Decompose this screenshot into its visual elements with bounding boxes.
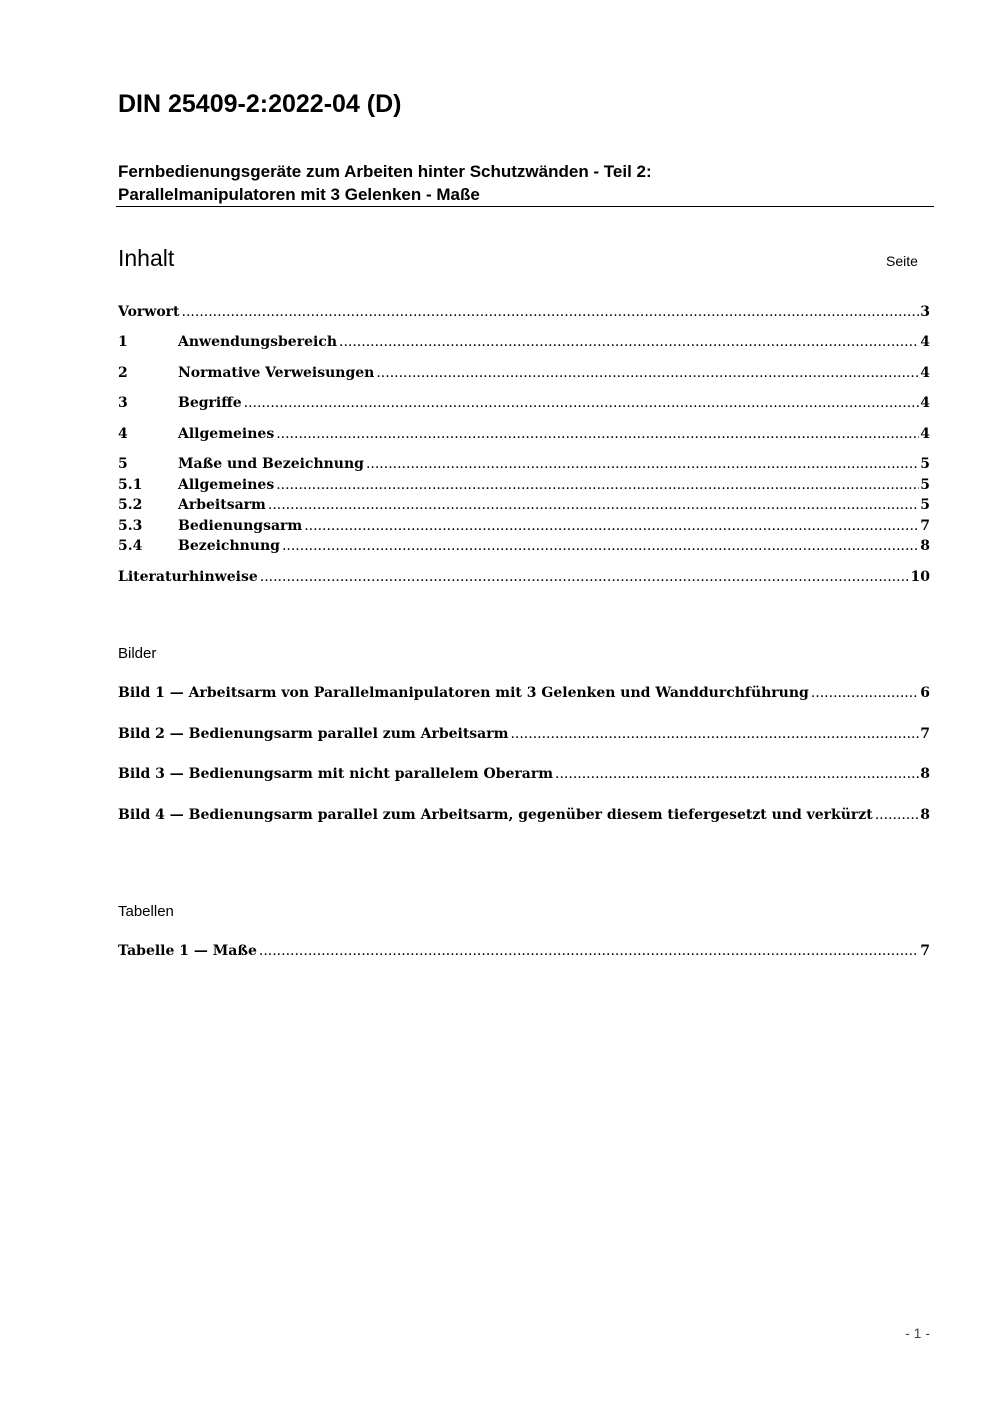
toc-leader <box>276 425 919 444</box>
toc-entry-text: Arbeitsarm <box>178 497 266 513</box>
document-title: DIN 25409-2:2022-04 (D) <box>118 90 402 118</box>
toc-entry-text: Allgemeines <box>178 477 275 493</box>
toc-entry-text: Normative Verweisungen <box>178 365 375 381</box>
toc-leader <box>555 765 919 784</box>
subtitle-line-2: Parallelmanipulatoren mit 3 Gelenken - Maße <box>118 185 480 204</box>
toc-entry-3[interactable] <box>118 394 930 413</box>
toc-entry-page: 5 <box>920 497 930 513</box>
toc-leader <box>276 476 919 495</box>
figure-entry-4[interactable] <box>118 806 930 825</box>
table-entry-page: 7 <box>920 943 930 959</box>
toc-entry-5-4[interactable] <box>118 537 930 556</box>
toc-entry-page: 4 <box>920 395 930 411</box>
toc-entry-text: Bezeichnung <box>178 538 280 554</box>
toc-entry-1[interactable] <box>118 333 930 352</box>
toc-entry-number: 5.3 <box>118 518 143 534</box>
tables-heading: Tabellen <box>118 903 174 920</box>
toc-leader <box>376 364 919 383</box>
toc-heading: Inhalt <box>118 245 175 271</box>
toc-leader <box>366 455 919 474</box>
toc-entry-page: 5 <box>920 456 930 472</box>
figure-entry-2[interactable] <box>118 725 930 744</box>
toc-leader <box>244 394 920 413</box>
toc-page-label: Seite <box>886 253 918 269</box>
figure-entry-page: 7 <box>920 726 930 742</box>
toc-leader <box>259 942 919 961</box>
figure-entry-text: Bild 3 — Bedienungsarm mit nicht parallelem Oberarm <box>118 766 554 782</box>
toc-entry-number: 5.1 <box>118 477 143 493</box>
toc-entry-number: 1 <box>118 334 128 350</box>
toc-entry-number: 5.4 <box>118 538 143 554</box>
toc-entry-page: 10 <box>910 569 930 585</box>
toc-entry-vorwort[interactable] <box>118 303 930 322</box>
toc-entry-page: 3 <box>920 304 930 320</box>
toc-entry-5-3[interactable] <box>118 517 930 536</box>
title-divider <box>116 206 934 207</box>
toc-entry-2[interactable] <box>118 364 930 383</box>
figure-entry-page: 8 <box>920 807 930 823</box>
document-subtitle <box>118 160 652 206</box>
toc-leader <box>510 725 919 744</box>
toc-leader <box>182 303 920 322</box>
toc-leader <box>304 517 919 536</box>
toc-entry-page: 4 <box>920 334 930 350</box>
page-number: - 1 - <box>905 1325 930 1341</box>
toc-entry-text: Bedienungsarm <box>178 518 303 534</box>
toc-entry-number: 3 <box>118 395 128 411</box>
toc-entry-5-1[interactable] <box>118 476 930 495</box>
toc-entry-text: Begriffe <box>178 395 242 411</box>
toc-leader <box>811 684 919 703</box>
toc-entry-5[interactable] <box>118 455 930 474</box>
toc-entry-5-2[interactable] <box>118 496 930 515</box>
toc-entry-text: Maße und Bezeichnung <box>178 456 364 472</box>
toc-entry-page: 4 <box>920 365 930 381</box>
toc-entry-number: 5.2 <box>118 497 143 513</box>
toc-entry-4[interactable] <box>118 425 930 444</box>
figure-entry-text: Bild 4 — Bedienungsarm parallel zum Arbeitsarm, gegenüber diesem tiefergesetzt und verkürzt <box>118 807 873 823</box>
figure-entry-1[interactable] <box>118 684 930 703</box>
toc-leader <box>875 806 920 825</box>
toc-entry-number: 4 <box>118 426 128 442</box>
toc-entry-text: Anwendungsbereich <box>178 334 337 350</box>
toc-leader <box>339 333 919 352</box>
figures-heading: Bilder <box>118 645 157 662</box>
toc-entry-text: Vorwort <box>118 304 180 320</box>
subtitle-line-1: Fernbedienungsgeräte zum Arbeiten hinter Schutzwänden - Teil 2: <box>118 162 652 181</box>
figure-entry-3[interactable] <box>118 765 930 784</box>
toc-entry-number: 5 <box>118 456 128 472</box>
figure-entry-page: 6 <box>920 685 930 701</box>
toc-entry-text: Literaturhinweise <box>118 569 258 585</box>
toc-entry-page: 8 <box>920 538 930 554</box>
figure-entry-text: Bild 1 — Arbeitsarm von Parallelmanipulatoren mit 3 Gelenken und Wanddurchführung <box>118 685 809 701</box>
toc-entry-page: 7 <box>920 518 930 534</box>
toc-entry-text: Allgemeines <box>178 426 275 442</box>
table-entry-1[interactable] <box>118 942 930 961</box>
toc-leader <box>260 568 910 587</box>
toc-leader <box>268 496 919 515</box>
figure-entry-text: Bild 2 — Bedienungsarm parallel zum Arbeitsarm <box>118 726 509 742</box>
figure-entry-page: 8 <box>920 766 930 782</box>
toc-entry-literaturhinweise[interactable] <box>118 568 930 587</box>
toc-entry-page: 5 <box>920 477 930 493</box>
table-entry-text: Tabelle 1 — Maße <box>118 943 257 959</box>
toc-leader <box>282 537 919 556</box>
toc-entry-number: 2 <box>118 365 128 381</box>
toc-entry-page: 4 <box>920 426 930 442</box>
